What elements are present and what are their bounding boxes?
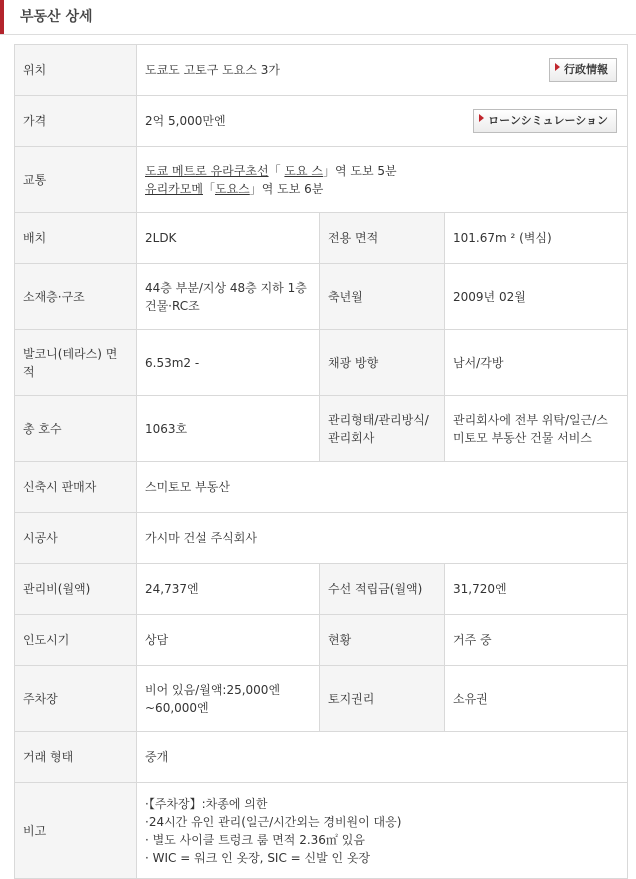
row-builder xyxy=(15,513,628,564)
loan-simulation-button-label: ローンシミュレーション xyxy=(488,114,609,127)
built-date-value: 2009년 02월 xyxy=(445,264,628,330)
status-value: 거주 중 xyxy=(445,615,628,666)
row-location xyxy=(15,45,628,96)
row-remarks xyxy=(15,783,628,879)
parking-label: 주차장 xyxy=(15,666,137,732)
row-balcony xyxy=(15,330,628,396)
builder-label: 시공사 xyxy=(15,513,137,564)
property-detail-table xyxy=(14,44,628,879)
orientation-label: 채광 방향 xyxy=(320,330,445,396)
location-cell xyxy=(137,45,628,96)
deal-type-value: 중개 xyxy=(137,732,628,783)
transport-cell xyxy=(137,147,628,213)
row-deal-type xyxy=(15,732,628,783)
price-cell xyxy=(137,96,628,147)
parking-value: 비어 있음/월액:25,000엔~60,000엔 xyxy=(137,666,320,732)
price-value: 2억 5,000만엔 xyxy=(145,114,226,128)
row-layout xyxy=(15,213,628,264)
row-units xyxy=(15,396,628,462)
row-price xyxy=(15,96,628,147)
location-value: 도쿄도 고토구 도요스 3가 xyxy=(145,63,280,77)
row-parking xyxy=(15,666,628,732)
remarks-cell xyxy=(137,783,628,879)
row-handover xyxy=(15,615,628,666)
transport-line-1 xyxy=(145,162,619,180)
row-transport xyxy=(15,147,628,213)
station-link-toyosu-1[interactable]: 도요 스 xyxy=(284,163,323,178)
repair-reserve-value: 31,720엔 xyxy=(445,564,628,615)
station-bracket: 「 xyxy=(268,163,285,178)
floor-area-value: 101.67m ² (벽심) xyxy=(445,213,628,264)
total-units-label: 총 호수 xyxy=(15,396,137,462)
remark-item: ·【주차장】:차종에 의한 xyxy=(145,796,268,811)
seller-label: 신축시 판매자 xyxy=(15,462,137,513)
balcony-value: 6.53m2 - xyxy=(137,330,320,396)
loan-simulation-button[interactable] xyxy=(473,109,617,133)
land-rights-value: 소유권 xyxy=(445,666,628,732)
remark-item: · 별도 사이클 트렁크 룸 면적 2.36㎡ 있음 xyxy=(145,832,365,847)
total-units-value: 1063호 xyxy=(137,396,320,462)
station-bracket: 「 xyxy=(202,181,215,196)
layout-value: 2LDK xyxy=(137,213,320,264)
orientation-value: 남서/각방 xyxy=(445,330,628,396)
builder-value: 가시마 건설 주식회사 xyxy=(137,513,628,564)
walk-time-1: 」역 도보 5분 xyxy=(322,163,397,178)
remark-item: ·24시간 유인 관리(일근/시간외는 경비원이 대응) xyxy=(145,814,402,829)
floor-area-label: 전용 면적 xyxy=(320,213,445,264)
admin-info-button[interactable] xyxy=(549,58,617,82)
management-label: 관리형태/관리방식/관리회사 xyxy=(320,396,445,462)
built-date-label: 축년월 xyxy=(320,264,445,330)
section-header xyxy=(0,0,636,35)
arrow-right-icon xyxy=(479,114,484,122)
remarks-label: 비고 xyxy=(15,783,137,879)
seller-value: 스미토모 부동산 xyxy=(137,462,628,513)
handover-label: 인도시기 xyxy=(15,615,137,666)
handover-value: 상담 xyxy=(137,615,320,666)
section-title: 부동산 상세 xyxy=(20,9,93,25)
repair-reserve-label: 수선 적립금(월액) xyxy=(320,564,445,615)
deal-type-label: 거래 형태 xyxy=(15,732,137,783)
row-seller xyxy=(15,462,628,513)
line-link-tokyo-metro[interactable]: 도쿄 메트로 유라쿠초선 xyxy=(145,163,269,178)
balcony-label: 발코니(테라스) 면적 xyxy=(15,330,137,396)
floor-structure-label: 소재층·구조 xyxy=(15,264,137,330)
header-accent-bar xyxy=(0,0,4,34)
arrow-right-icon xyxy=(555,63,560,71)
walk-time-2: 」역 도보 6분 xyxy=(249,181,324,196)
status-label: 현황 xyxy=(320,615,445,666)
location-label: 위치 xyxy=(15,45,137,96)
land-rights-label: 토지권리 xyxy=(320,666,445,732)
line-link-yurikamome[interactable]: 유리카모메 xyxy=(145,181,203,196)
row-fees xyxy=(15,564,628,615)
management-fee-label: 관리비(월액) xyxy=(15,564,137,615)
remark-item: · WIC = 워크 인 옷장, SIC = 신발 인 옷장 xyxy=(145,850,371,865)
floor-structure-value: 44층 부분/지상 48층 지하 1층건물·RC조 xyxy=(137,264,320,330)
layout-label: 배치 xyxy=(15,213,137,264)
management-value: 관리회사에 전부 위탁/일근/스미토모 부동산 건물 서비스 xyxy=(445,396,628,462)
transport-label: 교통 xyxy=(15,147,137,213)
management-fee-value: 24,737엔 xyxy=(137,564,320,615)
row-floor-structure xyxy=(15,264,628,330)
transport-line-2 xyxy=(145,180,619,198)
price-label: 가격 xyxy=(15,96,137,147)
station-link-toyosu-2[interactable]: 도요스 xyxy=(214,181,250,196)
admin-info-button-label: 行政情報 xyxy=(564,63,609,76)
